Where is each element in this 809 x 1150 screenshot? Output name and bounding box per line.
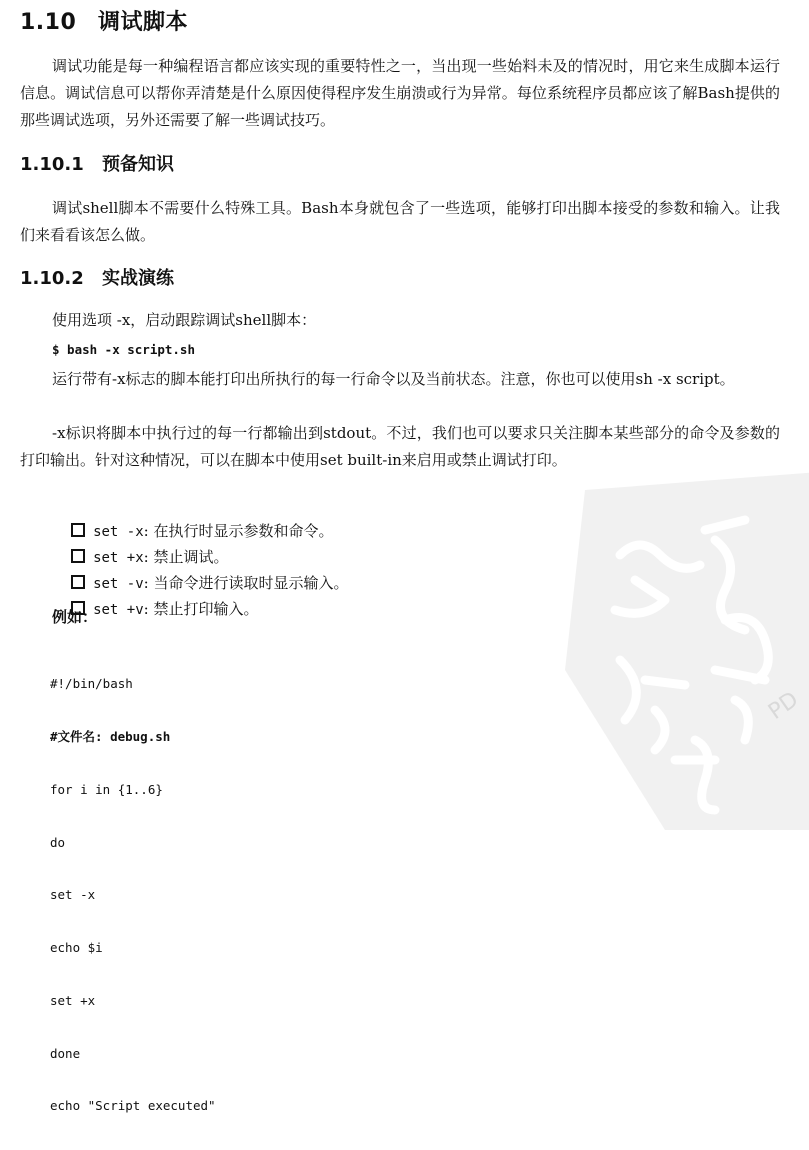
code-line: #!/bin/bash [50, 676, 133, 692]
command-line: $ bash -x script.sh [52, 342, 195, 357]
bullet-command: set +x [93, 550, 144, 566]
bullet-description: : 禁止打印输入。 [143, 600, 259, 618]
subsection-number: 1.10.2 [20, 268, 84, 289]
subsection-title: 实战演练 [102, 268, 174, 289]
bullet-command: set -v [93, 576, 144, 592]
bullet-description: : 在执行时显示参数和命令。 [143, 522, 334, 540]
prereq-paragraph: 调试shell脚本不需要什么特殊工具。Bash本身就包含了一些选项，能够打印出脚本接受的参数和输入。让我们来看看该怎么做。 [20, 199, 780, 244]
bullet-description: : 当命令进行读取时显示输入。 [143, 574, 349, 592]
bullet-command: set -x [93, 524, 144, 540]
intro-paragraph: 调试功能是每一种编程语言都应该实现的重要特性之一，当出现一些始料未及的情况时，用它来生成脚本运行信息。调试信息可以帮你弄清楚是什么原因使得程序发生崩溃或行为异常。每位系统程序员都应该了解Bash提供的那些调试选项，另外还需要了解一些调试技巧。 [20, 57, 780, 129]
code-block [50, 640, 216, 1150]
subsection-number: 1.10.1 [20, 154, 84, 175]
svg-text:PD: PD [764, 687, 804, 725]
code-line: #文件名: debug.sh [50, 728, 171, 744]
code-line: set +x [50, 992, 96, 1008]
section-heading [20, 5, 188, 36]
example-label: 例如： [52, 608, 98, 626]
run-paragraph: 运行带有-x标志的脚本能打印出所执行的每一行命令以及当前状态。注意，你也可以使用sh -x script。 [52, 370, 735, 388]
watermark-seal-icon [545, 470, 809, 830]
code-line: echo "Script executed" [50, 1098, 216, 1114]
section-title: 调试脚本 [98, 10, 189, 35]
code-line: echo $i [50, 940, 103, 956]
subsection-title: 预备知识 [102, 154, 174, 175]
bullet-description: : 禁止调试。 [143, 548, 229, 566]
section-number: 1.10 [20, 10, 77, 35]
code-line: done [50, 1045, 81, 1061]
subsection-heading-howto [20, 264, 174, 290]
subsection-heading-prereq [20, 150, 174, 176]
code-line: do [50, 834, 66, 850]
x-flag-paragraph: -x标识将脚本中执行过的每一行都输出到stdout。不过，我们也可以要求只关注脚本某些部分的命令及参数的打印输出。针对这种情况，可以在脚本中使用set built-in来启用或禁止调试打印。 [20, 424, 780, 469]
code-line: set -x [50, 887, 96, 903]
use-option-text: 使用选项 -x，启动跟踪调试shell脚本： [52, 311, 317, 329]
bullet-command: set +v [93, 602, 144, 618]
code-line: for i in {1..6} [50, 781, 163, 797]
